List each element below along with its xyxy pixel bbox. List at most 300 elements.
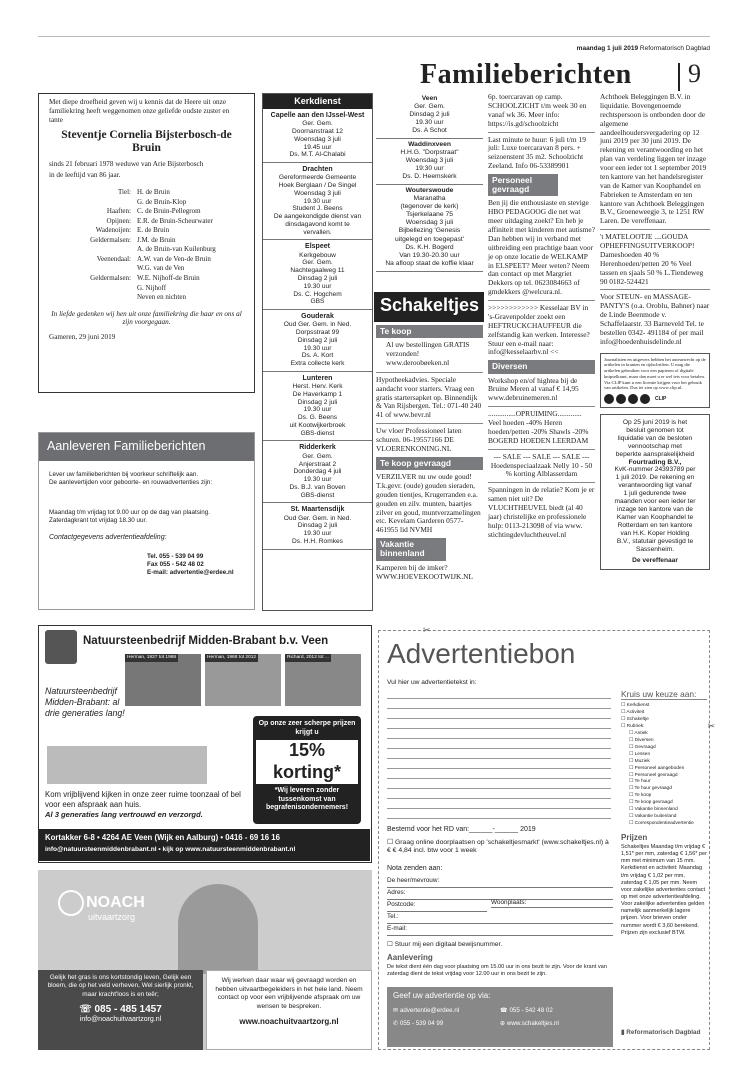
ad-chauffeur: >>>>>>>>>>>> Kesselaar BV in 's-Gravenpolder zoekt een HEFTRUCKCHAUFFEUR die zelfstandig kan werken. Interesse? Stuur een e-mail naar: info@kesselaarbv.nl << (488, 303, 590, 357)
natuur-web[interactable]: info@natuursteenmiddenbrabant.nl • kijk op www.natuursteenmiddenbrabant.nl (45, 845, 296, 853)
aanlevering-text: De tekst dient één dag voor plaatsing om 15.00 uur in ons bezit te zijn. Voor de krant van zaterdag dient de tekst vrijdag voor 12.00 uur in ons bezit te zijn. (387, 964, 607, 978)
ad-lastminute: Last minute te huur: 6 juli t/m 19 juli: Luxe toercaravan 8 pers. + seizoenstent 35 m2. Schoolzicht Zeeland. Info 06-53389901 (488, 134, 586, 171)
text-line[interactable] (387, 809, 611, 819)
service-detail: Ds. B.J. van Boven (289, 483, 346, 491)
schakeltjes-col-1 (376, 325, 483, 584)
relative-name: E. de Bruin (137, 226, 170, 235)
field-label: Postcode: (387, 901, 416, 908)
category-option[interactable] (621, 731, 711, 738)
natuursteen-title: Natuursteenbedrijf Midden-Brabant b.v. Veen (83, 635, 329, 647)
schakeltjes-col-2 (488, 93, 595, 543)
service-detail: Student J. Beens (292, 205, 343, 213)
kerkdienst-column (262, 93, 373, 611)
service-detail: Woensdag 3 juli (405, 219, 454, 227)
aanl-contact: Contactgegevens advertentieafdeling: (49, 534, 167, 542)
relative-name: W.G. van de Ven (137, 264, 185, 273)
option-label: Vakantie binnenland (634, 807, 678, 813)
relative-place: Haaften: (106, 207, 131, 216)
notice-line: B.V., statutair gevestigd te (616, 537, 694, 545)
service-detail: Ger. Gem. (302, 120, 333, 128)
text-line[interactable] (387, 779, 611, 789)
clip-disclaimer: Journalisten en uitgevers hebben het auteursrecht op de artikelen in kranten en tijdschriften. U mag die artikelen gebruiken voor een papieren of digitale knipselkrant, maar dan moet u er wel iets voor betalen. Via CLIP kunt u een licentie krijgen voor het gebruik van artikelen. Dus tei zien op www.clip.nl. (604, 356, 706, 391)
notice-line: KvK-nummer 24393789 per (614, 466, 696, 474)
checkbox-icon[interactable]: ☐ (629, 751, 635, 757)
relative-place: Tiel: (118, 188, 131, 197)
notice-line: besluit genomen tot (626, 426, 684, 434)
ad-matelootje: 't MATELOOTJE ....GOUDA OPHEFFINGSUITVERKOOP! Dameshoeden 40 % Herenhoeden/petten 20 % Veel tassen en sjaals 50 % L.Tiendeweg 90 0182-524421 (600, 230, 710, 290)
service-detail: Dinsdag 2 juli (297, 522, 338, 530)
vakantie-header: Vakantie binnenland (376, 538, 446, 560)
service-detail: 19.30 uur (415, 119, 444, 127)
service-detail: Ger. Gem. (414, 103, 445, 111)
relative-row (49, 226, 244, 235)
service-detail: Ds. C. Hogchem (293, 290, 342, 298)
service-detail: uit Kootwijkerbroek (289, 421, 346, 429)
checkbox-icon[interactable]: ☐ (621, 709, 627, 715)
aanl-p1: Lever uw familieberichten bij voorkeur schriftelijk aan. (49, 471, 199, 478)
checkbox-icon: ☐ (387, 839, 394, 846)
service-detail: Hoek Berglaan / De Singel (278, 182, 357, 190)
service-detail: Ds. D. Heemskerk (402, 173, 457, 181)
service-detail: Doornanstraat 12 (292, 127, 343, 135)
prijzen-text: Schakeltjes Maandag t/m vrijdag € 1,51* per mm, zaterdag € 1,56* per mm met minimum van 15 mm. Kerkdienst en activiteit: Maandag t/m vrijdag € 1,02 per mm, zaterdag € 1,05 per mm. Neem voor zakelijke advertenties contact op met onze advertentieafdeling. Voor zakelijke advertenties gelden namelijk aanmerkelijk lagere prijzen. Voor brieven onder nummer wordt € 3,60 berekend. Prijzen zijn exclusief BTW. (621, 844, 707, 936)
death-notice (38, 93, 255, 393)
relative-name: C. de Bruin-Pellegrom (137, 207, 201, 216)
service-detail: Bijbellezing 'Genesis (398, 227, 461, 235)
church-service (263, 372, 372, 442)
service-detail: 19.30 uur (303, 282, 332, 290)
church-service (263, 441, 372, 503)
noach-logo: NOACH uitvaartzorg (58, 890, 145, 923)
church-location: Wouterswoude (405, 187, 454, 195)
category-option[interactable] (621, 821, 711, 828)
service-detail: Woensdag 3 juli (405, 157, 454, 165)
notice-line: liquidatie van de besloten (617, 434, 693, 442)
service-detail: De aangekondigde dienst van (273, 213, 362, 221)
relative-place (49, 198, 137, 207)
church-location: Lunteren (302, 374, 333, 382)
ad-toercaravan: 6p. toercaravan op camp. SCHOOLZICHT t/m week 30 en vanaf wk 36. Meer info: https://is.gd/schoolzicht (488, 93, 595, 133)
option-label: Diversen (634, 737, 654, 743)
service-detail: Nachtegaalweg 11 (290, 267, 345, 275)
category-option[interactable] (621, 710, 711, 717)
service-detail: GBS-dienst (300, 429, 335, 437)
option-label: Personeel aangeboden (634, 765, 685, 771)
title-divider (678, 63, 680, 91)
checkbox-icon[interactable]: ☐ (629, 814, 635, 820)
category-option[interactable] (621, 759, 711, 766)
relative-row (49, 264, 244, 273)
checkbox-icon[interactable]: ☐ (629, 765, 635, 771)
digitaal-option[interactable]: ☐ Stuur mij een digitaal bewijsnummer. (387, 941, 503, 948)
scissors-icon-right: ✂ (707, 721, 715, 731)
aanl-tel: Tel. 055 - 539 04 99 (147, 553, 204, 561)
notice-line: 1 juli gedurende twee (623, 490, 687, 498)
aanl-p3: Maandag t/m vrijdag tot 9.00 uur op de dag van plaatsing. (49, 508, 211, 516)
notice-line: Rotterdam en ten kantore (617, 521, 693, 529)
text-line[interactable] (387, 699, 611, 709)
checkbox-icon[interactable]: ☐ (629, 807, 635, 813)
category-option[interactable] (621, 724, 711, 731)
option-label: Correspondentieadvertentie (634, 821, 694, 827)
text-line[interactable] (387, 769, 611, 779)
text-line[interactable] (387, 729, 611, 739)
form-field[interactable] (387, 877, 613, 888)
clip-box (600, 353, 710, 408)
church-service (263, 163, 372, 240)
relative-place: Geldermalsen: (90, 235, 131, 244)
notice-line: Op 25 juni 2019 is het (622, 419, 688, 427)
notice-line: 1 juli 2019. De rekening en (615, 474, 695, 482)
page-title: Familieberichten (420, 59, 632, 90)
photo-1: Herman, 1937 tot 1968 (125, 654, 201, 706)
noach-portrait (178, 884, 258, 974)
page-number: 9 (688, 59, 701, 88)
service-detail: vervallen. (303, 228, 332, 236)
church-location: Veen (421, 95, 438, 102)
text-line[interactable] (387, 799, 611, 809)
option-label: Gevraagd (634, 744, 656, 750)
relative-row (49, 293, 244, 302)
service-detail: Ds. K.H. Bogerd (405, 243, 454, 251)
aanl-fax: Fax 055 - 542 48 02 (147, 561, 204, 569)
ad-achthoek: Achthoek Beleggingen B.V. in liquidatie. Bovengenoemde rechtspersoon is ontbonden door de algemene aandeelhoudersvergadering op 12 juni 2019 per 30 juni 2019. De rekening en verantwoording en het plan van verdeling liggen ter inzage voor een ieder tot 1 september 2019 ten kantore van het handelsregister van de Kamer van Koophandel en Fabrieken te Amsterdam en ten kantore van Achthoek Beleggingen B.V., Groeneweegje 3, te 1251 RW Laren. De vereffenaar. (600, 93, 710, 230)
church-location: Capelle aan den IJssel-West (270, 111, 365, 119)
header-date: maandag 1 juli 2019 Reformatorisch Dagblad (576, 45, 710, 52)
death-place: Gameren, 29 juni 2019 (49, 333, 116, 342)
service-detail: Extra collecte kerk (290, 360, 345, 368)
service-detail: Oud Ger. Gem. in Ned. (283, 514, 352, 522)
relative-row (49, 207, 244, 216)
noach-logo-icon (58, 890, 84, 916)
service-detail: 19.30 uur (303, 476, 332, 484)
notice-line: vennootschap met (628, 442, 682, 450)
service-detail: Ger. Gem. (302, 259, 333, 267)
aanl-p4: Zaterdagkrant tot vrijdag 18.30 uur. (49, 516, 148, 524)
bon-intro: Vul hier uw advertentietekst in: (387, 679, 477, 686)
service-detail: Gereformeerde Gemeente (278, 174, 357, 182)
relative-name: J.M. de Bruin (137, 235, 176, 244)
form-field[interactable] (387, 925, 613, 936)
service-detail: 19:30 uur (415, 165, 444, 173)
service-detail: Maranatha (413, 195, 446, 203)
personeel-header: Personeel gevraagd (488, 174, 558, 196)
service-detail: Anjerstraat 2 (298, 460, 337, 468)
category-option[interactable] (621, 745, 711, 752)
relative-row (49, 236, 244, 245)
checkbox-icon[interactable]: ☐ (621, 723, 627, 729)
option-label: Te huur gevraagd (634, 786, 672, 792)
noach-web[interactable]: www.noachuitvaartzorg.nl (239, 1017, 339, 1027)
option-label: Te huur (634, 779, 651, 785)
ad-vloer: Uw vloer Professioneel laten schuren. 06-19557166 DE VLOERENKONING.NL (376, 426, 462, 453)
advertentiebon (378, 625, 715, 1050)
bon-title: Advertentiebon (387, 638, 576, 669)
checkbox-icon[interactable]: ☐ (629, 779, 635, 785)
relative-place: Geldermalsen: (90, 273, 131, 282)
promo-box: Op onze zeer scherpe prijzen krijgt u 15% korting* *Wij leveren zonder tussenkomst van begrafenisondernemers! (253, 716, 361, 824)
kerkdienst-column-2 (376, 93, 483, 272)
noach-phone[interactable]: ☏ 085 - 485 1457 (79, 1003, 162, 1015)
option-label: Activiteit (626, 709, 645, 715)
service-detail: Ds. G. Beens (297, 414, 338, 422)
field-label: E-mail: (387, 925, 407, 932)
category-option[interactable] (621, 738, 711, 745)
relatives-list (49, 188, 244, 301)
church-service (263, 240, 372, 310)
service-detail: Donderdag 4 juli (293, 468, 342, 476)
service-detail: Ds. A Schot (412, 127, 447, 135)
category-option[interactable] (621, 703, 711, 710)
ad-pedagoog: Ben jij die enthousiaste en stevige HBO PEDAGOOG die net wat meer uitdaging zoekt? En heb je affiniteit met kinderen met autisme? Dan hebben wij in verband met uitbreiding een prachtige baan voor je op onze locatie de WELKAMP in ELSPEET? Meer weten? Neem dan contact op met Margriet Dekkers op tel. 0623084663 of gmdekkers @welcura.nl. (488, 196, 595, 301)
besteld-line[interactable]: Bestemd voor het RD van:______-______ 2019 (387, 826, 536, 833)
te-koop-gevraagd-header: Te koop gevraagd (376, 457, 483, 470)
natuur-visit-2: Al 3 generaties lang vertrouwd en verzorgd. (45, 810, 203, 819)
service-detail: Na afloop staat de koffie klaar (385, 259, 474, 267)
church-location: Ridderkerk (299, 444, 336, 452)
field-label: De heer/mevrouw: (387, 877, 440, 884)
form-field[interactable] (387, 913, 613, 924)
photo-2: Herman, 1968 tot 2012 (205, 654, 281, 706)
ad-massage: Voor STEUN- en MASSAGE-PANTY'S (o.a. Oroblu, Bahner) naar de Linde Beenmode v. Schaffelaarstr. 33 Barneveld Tel. te bestellen 0342- 491184 of per mail info@hoedenhuisdelinde.nl (600, 292, 710, 346)
church-service (263, 503, 372, 549)
service-detail: 19.30 uur (303, 530, 332, 538)
field-label: Adres: (387, 889, 406, 896)
church-service (263, 310, 372, 372)
service-detail: (tegenover de kerk) (400, 203, 459, 211)
ad-kamperen: Kamperen bij de imker? WWW.HOEVEKOOTWIJK.NL (376, 562, 474, 581)
noach-ad (38, 870, 372, 1050)
checkbox-icon[interactable]: ☐ (629, 821, 635, 827)
category-option[interactable] (621, 766, 711, 773)
service-detail: Dinsdag 2 juli (297, 274, 338, 282)
notice-line: Sassenheim. (635, 545, 675, 553)
option-label: Antiek (634, 730, 648, 736)
death-since: sinds 21 februari 1978 weduwe van Arie Bijsterbosch (49, 159, 204, 168)
photo-strip (125, 654, 361, 706)
relative-name: E.R. de Bruin-Scheurwater (137, 216, 213, 225)
contact-box: Geef uw advertentie op via: ✉ advertentie@erdee.nl ☎ 055 - 542 48 02 ✆ 055 - 539 04 99 ⊕ www.schakeltjes.nl (387, 987, 613, 1047)
nota-label: Nota zenden aan: (387, 865, 443, 872)
option-label: Kerkdienst (626, 703, 650, 708)
option-label: Te koop gevraagd (634, 800, 673, 806)
ad-goud: VERZILVER nu uw oude goud! T.k.gevr. (oude) gouden sieraden, gouden tientjes, Krugerranden e.a. gouden en zilv. munten, baartjes zilver en goud, muntverzamelingen etc. Kevelam Garderen 0577-461955 lid NVMH (376, 472, 481, 535)
text-lines[interactable] (387, 689, 611, 819)
natuur-footer: Kortakker 6-8 • 4264 AE Veen (Wijk en Aalburg) • 0416 - 69 16 16 info@natuursteenmiddenbrabant.nl • kijk op www.natuursteenmiddenbrabant.nl (39, 829, 370, 861)
checkbox-icon[interactable]: ☐ (629, 744, 635, 750)
notice-line: verantwoording ligt vanaf (618, 482, 692, 490)
relative-name: A. de Bruin-van Kuilenburg (137, 245, 216, 254)
service-detail: 19.30 uur (303, 406, 332, 414)
church-service (376, 93, 483, 139)
relative-row (49, 284, 244, 293)
category-option[interactable] (621, 717, 711, 724)
relative-row (49, 198, 244, 207)
field-label: Tel.: (387, 913, 399, 920)
prijzen-title: Prijzen (621, 833, 648, 842)
option-label: Personeel gevraagd (634, 772, 678, 778)
church-location: Drachten (302, 166, 333, 174)
noach-right-panel: Wij werken daar waar wij gevraagd worden en hebben uitvaartbegeleiders in het hele land. Neem contact op voor een vrijblijvende afspraak om uw wensen te bespreken. www.noachuitvaartzorg.nl (206, 970, 372, 1050)
relative-row (49, 274, 244, 283)
checkbox-icon[interactable]: ☐ (629, 737, 635, 743)
relative-place: Opijnen: (106, 216, 131, 225)
woonplaats-field[interactable]: Woonplaats: (491, 899, 613, 908)
aanl-p2: De aanlevertijden voor geboorte- en rouwadvertenties zijn: (49, 478, 213, 486)
relative-place: Wadenoijen: (95, 226, 131, 235)
natuur-slogan: Natuursteenbedrijf Midden-Brabant: al drie generaties lang! (45, 686, 125, 718)
service-detail: uitgelegd en toegepast' (395, 235, 464, 243)
service-detail: Ds. M.T. Al-Chalabi (289, 151, 346, 159)
death-age: in de leeftijd van 86 jaar. (49, 171, 121, 180)
text-line[interactable] (387, 709, 611, 719)
scissors-icon: ✂ (423, 625, 431, 635)
category-options (621, 703, 711, 828)
service-detail: Ds. H.H. Romkes (292, 537, 343, 545)
schakeltjes-banner: Schakeltjes (374, 292, 484, 322)
service-detail: Tsjerkelaane 75 (406, 211, 453, 219)
service-detail: Woensdag 3 juli (294, 135, 341, 143)
kruis-label: Kruis uw keuze aan: (621, 689, 707, 700)
checkbox-icon[interactable]: ☐ (621, 716, 627, 722)
option-label: Lessen (634, 751, 651, 757)
service-detail: Ger. Gem. (302, 452, 333, 460)
service-detail: 19.30 uur (303, 344, 332, 352)
option-label: Schakeltje (626, 716, 649, 722)
church-location: Waddinxveen (408, 141, 451, 149)
death-intro: Met diepe droefheid geven wij u kennis dat de Heere uit onze familiekring heeft weggenomen onze geliefde oudste zuster en tante (49, 98, 230, 124)
service-detail: Ds. A. Kort (301, 352, 334, 360)
relative-row (49, 245, 244, 254)
relative-name: A.W. van de Ven-de Bruin (137, 254, 211, 263)
service-detail: Dorpsstraat 99 (295, 329, 340, 337)
deceased-name: Steventje Cornelia Bijsterbosch-de Bruin (61, 129, 232, 154)
ad-sale: --- SALE --- SALE --- SALE --- Hoedenspeciaalzaak Nelly 10 - 50 % korting Alblasserdam (488, 450, 595, 484)
option-label: Te koop (634, 793, 652, 799)
relative-row (49, 255, 244, 264)
service-detail: Woensdag 3 juli (294, 189, 341, 197)
notice-line: inzage ten kantore van de (617, 506, 693, 513)
relative-name: W.E. Nijhoff-de Bruin (137, 273, 200, 282)
mail-icon[interactable]: ✉ advertentie@erdee.nl (393, 1006, 460, 1014)
aanleveren-title: Aanleveren Familieberichten (39, 433, 254, 461)
ad-workshop: Workshop en/of hightea bij de Bruine Meren al vanaf € 14,95 www.debruinemeren.nl (488, 374, 595, 408)
church-service (376, 185, 483, 271)
service-detail: H.H.G. "Dorpstraat" (400, 149, 459, 157)
notice-line: van H.K. Koper Holding (620, 529, 690, 537)
relative-row (49, 188, 244, 197)
service-detail: dinsdagavond komt te (285, 220, 350, 228)
service-detail: Oud Ger. Gem. in Ned. (283, 321, 352, 329)
relative-row (49, 217, 244, 226)
text-line[interactable] (387, 789, 611, 799)
option-label: Vakantie buitenland (634, 814, 677, 820)
service-detail: Herst. Herv. Kerk (292, 383, 343, 391)
service-detail: GBS-dienst (300, 491, 335, 499)
ad-opruiming: ...............OPRUIMING............. Veel hoeden -40% Heren hoeden/petten -20% Shawls -20% BOGERD HOEDEN LEERDAM (488, 407, 595, 450)
ad-hypotheek: Hypotheekadvies. Speciale aandacht voor starters. Vraag een gratis startersapket op. Binnendijk & Van Rijsbergen. Tel.: 071-40 240 41 of www.bevr.nl (376, 373, 483, 424)
notice-line: Fourtrading B.V., (628, 458, 682, 466)
fax-icon: ☎ 055 - 542 48 02 (500, 1006, 553, 1014)
text-line[interactable] (387, 749, 611, 759)
notice-line: Kamer van Koophandel te (616, 513, 694, 521)
service-detail: Dinsdag 2 juli (409, 111, 450, 119)
web-icon[interactable]: ⊕ www.schakeltjes.nl (500, 1020, 559, 1028)
checkbox-icon[interactable]: ☐ (629, 786, 635, 792)
aanl-email[interactable]: E-mail: advertentie@erdee.nl (147, 568, 234, 576)
text-line[interactable] (387, 689, 611, 699)
natuursteen-logo-icon (45, 630, 77, 664)
church-location: St. Maartensdijk (290, 506, 345, 514)
online-option[interactable]: ☐ Graag online doorplaatsen op 'schakeltjesmarkt' (www.schakeltjes.nl) à € € 4,84 incl. btw voor 1 week (387, 839, 609, 855)
clip-logo: CLIP (604, 394, 706, 404)
service-detail: De Haverkamp 1 (292, 390, 343, 398)
relative-name: G. de Bruin-Klop (137, 197, 187, 206)
ad-boeken: Al uw bestellingen GRATIS verzonden! www.deroobøeken.nl (376, 338, 483, 373)
category-option[interactable] (621, 752, 711, 759)
discount-percentage: 15% korting* (256, 740, 358, 784)
phone-icon[interactable]: ✆ 055 - 539 04 99 (393, 1020, 444, 1028)
relative-place: Veenendaal: (96, 254, 131, 263)
notice-line: maanden voor een ieder ter (614, 498, 696, 506)
relative-place (49, 245, 137, 254)
rd-logo: ▮ Reformatorisch Dagblad (621, 1029, 701, 1036)
service-detail: 19.30 uur (303, 197, 332, 205)
noach-mail[interactable]: info@noachuitvaartzorg.nl (79, 1016, 162, 1024)
service-detail: Dinsdag 2 juli (297, 336, 338, 344)
aanleveren-box (38, 432, 255, 610)
aanlevering-title: Aanlevering (387, 953, 433, 962)
gravestones-image (47, 746, 207, 784)
natuur-visit: Kom vrijblijvend kijken in onze zeer ruime toonzaal of bel voor een afspraak aan huis. (45, 790, 241, 809)
text-line[interactable] (387, 719, 611, 729)
checkbox-icon[interactable]: ☐ (621, 703, 627, 708)
option-label: Muziek (634, 758, 650, 764)
text-line[interactable] (387, 759, 611, 769)
relative-name: Neven en nichten (137, 293, 186, 302)
relative-place (49, 284, 137, 293)
service-detail: Dinsdag 2 juli (297, 398, 338, 406)
death-memory: In liefde gedenken wij hen uit onze familiekring die haar en ons al zijn voorgegaan. (51, 309, 242, 327)
checkbox-icon[interactable]: ☐ (629, 758, 635, 764)
relative-name: G. Nijhoff (137, 283, 167, 292)
notice-line: De vereffenaar (632, 557, 678, 565)
notice-line: beperkte aansprakelijkheid (615, 450, 695, 458)
service-detail: Kerkgebouw (299, 251, 336, 259)
diversen-header: Diversen (488, 360, 595, 373)
relative-name: H. de Bruin (137, 188, 170, 197)
service-detail: Van 19.30-20.30 uur (399, 251, 460, 259)
checkbox-icon[interactable]: ☐ (629, 800, 635, 806)
church-location: Gouderak (301, 313, 334, 321)
checkbox-icon[interactable]: ☐ (629, 772, 635, 778)
checkbox-icon[interactable]: ☐ (629, 793, 635, 799)
relative-place (49, 293, 137, 302)
service-detail: GBS (310, 298, 325, 306)
service-detail: 19.45 uur (303, 143, 332, 151)
text-line[interactable] (387, 739, 611, 749)
church-service (376, 139, 483, 185)
checkbox-icon[interactable]: ☐ (629, 730, 635, 736)
natuursteen-ad (38, 625, 372, 863)
fourtrading-notice (600, 414, 710, 570)
photo-3: Richard, 2012 tot ... (285, 654, 361, 706)
church-service (263, 109, 372, 163)
top-rule (38, 36, 710, 37)
ad-vluchtheuvel: Spanningen in de relatie? Kom je er samen niet uit? De VLUCHTHEUVEL biedt (al 40 jaar) christelijke en professionele hulp: 0113-213098 of via www. stichtingdevluchtheuvel.nl (488, 485, 595, 539)
form-field[interactable] (387, 901, 487, 912)
schakeltjes-col-3 (600, 93, 710, 570)
